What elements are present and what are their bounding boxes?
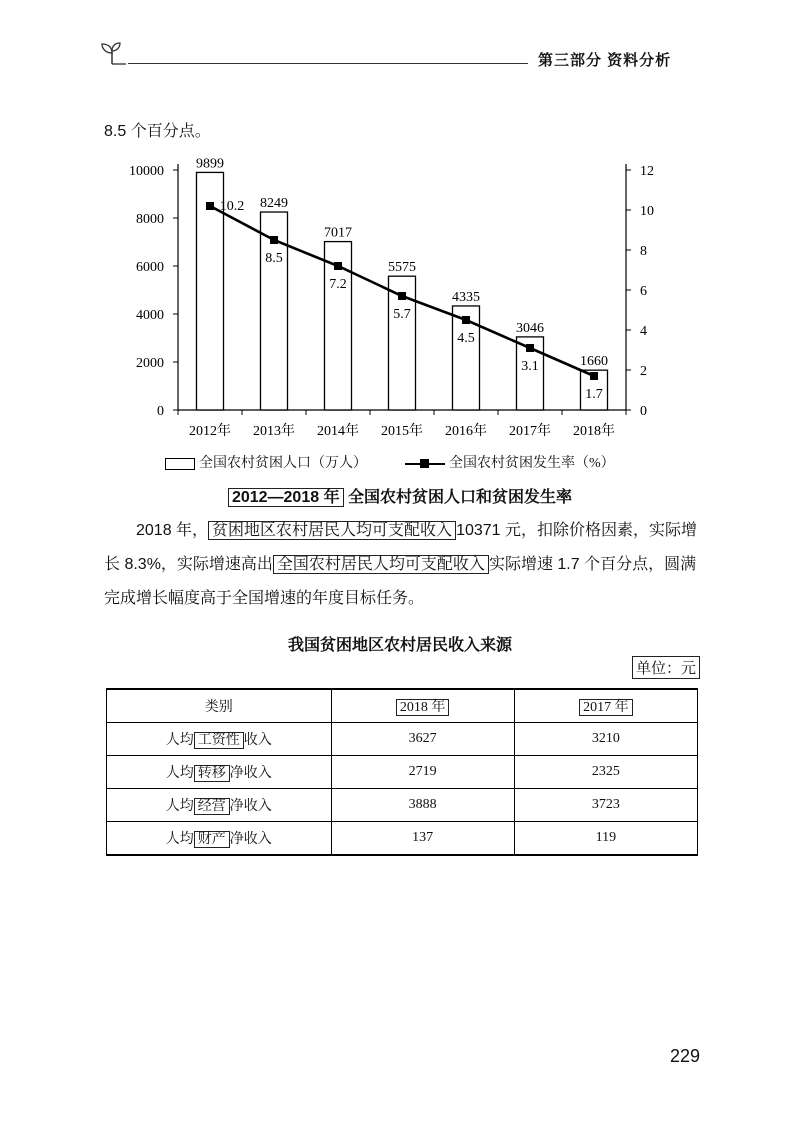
row-suffix: 净收入 xyxy=(229,832,272,847)
x-tick-label: 2014年 xyxy=(317,424,359,439)
bar-value-label: 5575 xyxy=(388,260,416,276)
text-line-continued: 8.5 个百分点。 xyxy=(104,123,211,140)
left-tick-label: 2000 xyxy=(136,356,164,371)
poverty-chart xyxy=(0,150,800,450)
right-tick-label: 6 xyxy=(640,284,647,299)
row-suffix: 净收入 xyxy=(229,799,272,814)
x-tick-label: 2017年 xyxy=(509,424,551,439)
table-title: 我国贫困地区农村居民收入来源 xyxy=(287,637,512,654)
legend-item-bar xyxy=(165,452,367,472)
bar-value-label: 3046 xyxy=(516,320,544,336)
right-tick-label: 10 xyxy=(640,204,654,219)
row-prefix: 人均 xyxy=(165,733,194,748)
col-header-category: 类别 xyxy=(107,689,332,723)
rate-point xyxy=(398,292,406,300)
row-category xyxy=(107,723,332,756)
right-tick-label: 12 xyxy=(640,164,654,179)
right-tick-label: 0 xyxy=(640,404,647,419)
x-tick-label: 2013年 xyxy=(253,424,295,439)
table-row xyxy=(107,756,698,789)
row-keyword: 转移 xyxy=(194,765,230,782)
rate-point xyxy=(270,236,278,244)
cell-2017: 2325 xyxy=(514,756,697,789)
bar-value-label: 7017 xyxy=(324,225,352,241)
col-header-2018-label: 2018 年 xyxy=(396,699,450,716)
legend-item-line xyxy=(405,452,615,472)
bar-value-label: 1660 xyxy=(580,354,608,370)
row-suffix: 净收入 xyxy=(229,766,272,781)
para-text-b: 10371 元，扣除价格因素，实际增长 8.3%，实际增速高出 xyxy=(104,522,698,573)
cell-2018: 3888 xyxy=(331,789,514,822)
legend-line-swatch xyxy=(405,458,445,470)
cell-2018: 3627 xyxy=(331,723,514,756)
rate-point xyxy=(526,344,534,352)
left-tick-label: 10000 xyxy=(129,164,164,179)
rate-value-label: 8.5 xyxy=(265,251,283,266)
row-keyword: 经营 xyxy=(194,798,230,815)
right-tick-label: 2 xyxy=(640,364,647,379)
col-header-2018 xyxy=(331,689,514,723)
legend-bar-label: 全国农村贫困人口（万人） xyxy=(199,456,367,471)
legend-line-label: 全国农村贫困发生率（%） xyxy=(449,456,615,471)
cell-2018: 137 xyxy=(331,822,514,856)
cell-2017: 3723 xyxy=(514,789,697,822)
x-tick-label: 2018年 xyxy=(573,424,615,439)
rate-point xyxy=(462,316,470,324)
left-tick-label: 8000 xyxy=(136,212,164,227)
row-category xyxy=(107,822,332,856)
table-row xyxy=(107,822,698,856)
para-text-c: 实际增速 1.7 个百分点，圆满完成增长幅度高于全国增速的年度目标任务。 xyxy=(104,556,697,607)
table-header-row xyxy=(107,689,698,723)
row-category xyxy=(107,789,332,822)
para-highlight-1: 贫困地区农村居民人均可支配收入 xyxy=(208,521,456,540)
col-header-2017-label: 2017 年 xyxy=(579,699,633,716)
cell-2017: 119 xyxy=(514,822,697,856)
rate-value-label: 4.5 xyxy=(457,331,475,346)
row-category xyxy=(107,756,332,789)
rate-value-label: 1.7 xyxy=(585,387,603,402)
x-tick-label: 2015年 xyxy=(381,424,423,439)
row-suffix: 收入 xyxy=(243,733,272,748)
header-rule xyxy=(128,63,528,64)
table-row xyxy=(107,789,698,822)
rate-value-label: 7.2 xyxy=(329,277,347,292)
page-number: 229 xyxy=(669,1046,700,1066)
bar-value-label: 9899 xyxy=(196,156,224,172)
rate-point xyxy=(590,372,598,380)
chart-title-text: 全国农村贫困人口和贫困发生率 xyxy=(348,489,573,506)
row-prefix: 人均 xyxy=(165,832,194,847)
left-tick-label: 0 xyxy=(157,404,164,419)
col-header-2017 xyxy=(514,689,697,723)
body-paragraph xyxy=(104,514,704,616)
sprout-icon xyxy=(98,38,128,68)
left-tick-label: 4000 xyxy=(136,308,164,323)
cell-2018: 2719 xyxy=(331,756,514,789)
income-table xyxy=(106,688,698,856)
bar-value-label: 8249 xyxy=(260,196,288,212)
section-title: 第三部分 资料分析 xyxy=(538,52,672,69)
para-highlight-2: 全国农村居民人均可支配收入 xyxy=(273,555,489,574)
rate-value-label: 5.7 xyxy=(393,307,411,322)
table-unit: 单位：元 xyxy=(632,656,700,679)
row-keyword: 财产 xyxy=(194,831,230,848)
cell-2017: 3210 xyxy=(514,723,697,756)
legend-bar-swatch xyxy=(165,458,195,470)
x-tick-label: 2016年 xyxy=(445,424,487,439)
right-tick-label: 8 xyxy=(640,244,647,259)
rate-point xyxy=(206,202,214,210)
chart-title xyxy=(0,484,800,507)
para-text-a: 2018 年， xyxy=(136,522,209,539)
x-tick-label: 2012年 xyxy=(189,424,231,439)
row-prefix: 人均 xyxy=(165,766,194,781)
table-row xyxy=(107,723,698,756)
rate-value-label: 3.1 xyxy=(521,359,539,374)
rate-value-label: 10.2 xyxy=(219,199,245,214)
bar-value-label: 4335 xyxy=(452,289,480,305)
rate-point xyxy=(334,262,342,270)
row-keyword: 工资性 xyxy=(194,732,244,749)
right-tick-label: 4 xyxy=(640,324,647,339)
row-prefix: 人均 xyxy=(165,799,194,814)
left-tick-label: 6000 xyxy=(136,260,164,275)
chart-title-year-range: 2012—2018 年 xyxy=(228,488,344,507)
